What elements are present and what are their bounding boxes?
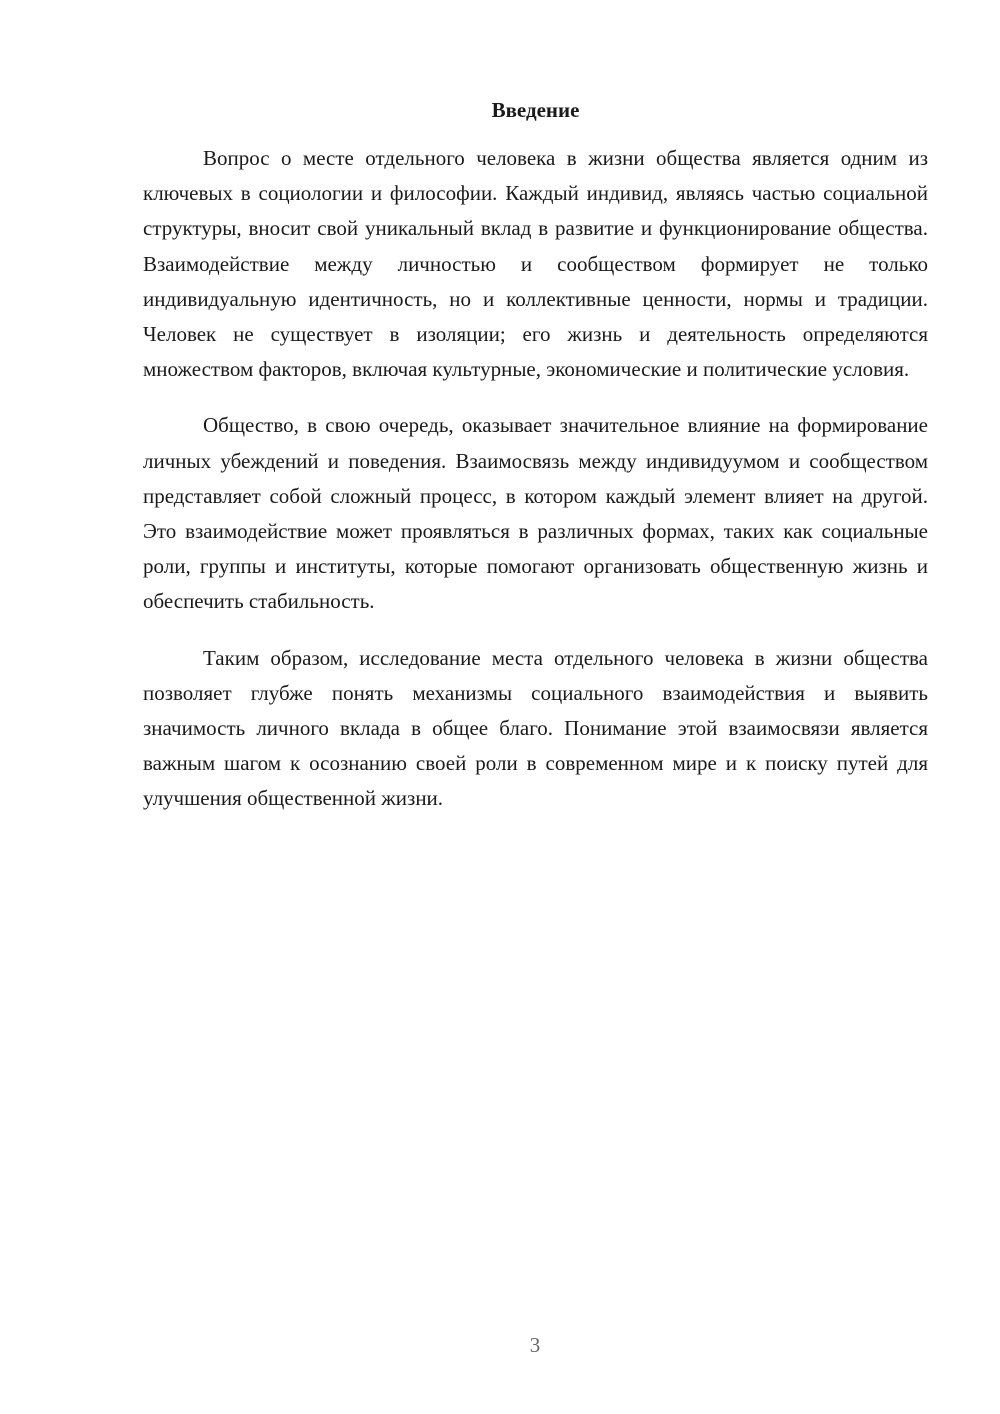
paragraph-3: Таким образом, исследование места отдельного человека в жизни общества позволяет глубже понять механизмы социального взаимодействия и выявить значимость личного вклада в общее благо. Понимание этой взаимосвязи является важным шагом к осознанию своей роли в современном мире и к поиску путей для улучшения общественной жизни. (143, 645, 928, 811)
section-title: Введение (491, 98, 580, 122)
page-content (143, 95, 928, 838)
paragraph-1: Вопрос о месте отдельного человека в жизни общества является одним из ключевых в социологии и философии. Каждый индивид, являясь частью социальной структуры, вносит свой уникальный вклад в развитие и функционирование общества. Взаимодействие между личностью и сообществом формирует не только индивидуальную идентичность, но и коллективные ценности, нормы и традиции. Человек не существует в изоляции; его жизнь и деятельность определяются множеством факторов, включая культурные, экономические и политические условия. (143, 146, 928, 382)
paragraph-2: Общество, в свою очередь, оказывает значительное влияние на формирование личных убеждений и поведения. Взаимосвязь между индивидуумом и сообществом представляет собой сложный процесс, в котором каждый элемент влияет на другой. Это взаимодействие может проявляться в различных формах, таких как социальные роли, группы и институты, которые помогают организовать общественную жизнь и обеспечить стабильность. (143, 413, 928, 614)
page-number: 3 (529, 1333, 541, 1357)
